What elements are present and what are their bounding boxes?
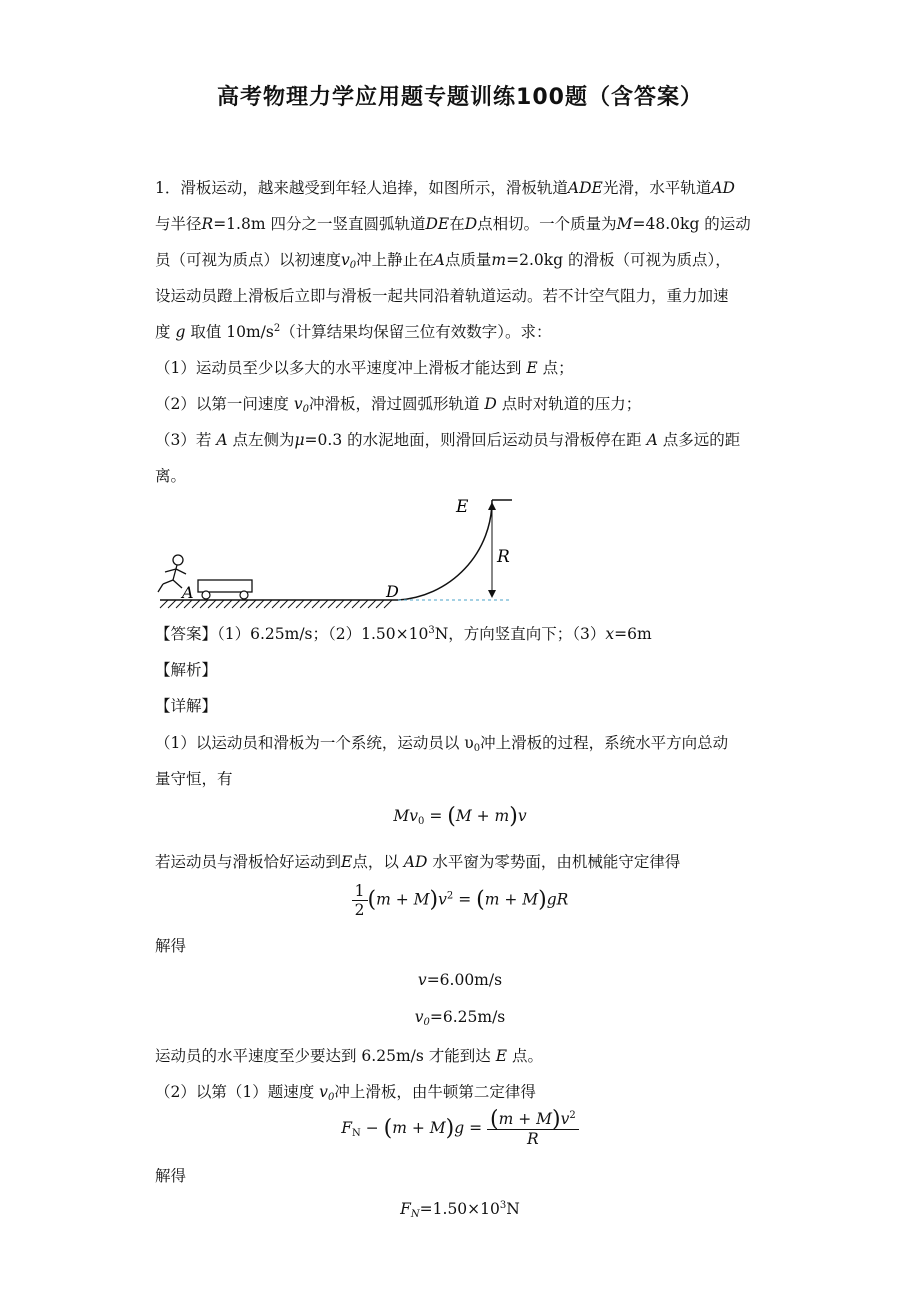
track-diagram — [0, 0, 920, 620]
result-v: v=6.00m/s — [417, 971, 503, 989]
solution-line-3: 若运动员与滑板恰好运动到E点，以 AD 水平窗为零势面，由机械能守定律得 — [155, 853, 681, 871]
problem-line-4: 设运动员蹬上滑板后立即与滑板一起共同沿着轨道运动。若不计空气阻力，重力加速 — [155, 287, 729, 305]
equation-momentum: $Mv_0 = (M + m)v$ — [393, 804, 527, 829]
result-FN: $F_N=1.50\times 10^3N$ — [400, 1200, 520, 1220]
problem-line-2: 与半径R=1.8m 四分之一竖直圆弧轨道DE在D点相切。一个质量为M=48.0kg 的运动 — [155, 215, 751, 233]
skateboard-wheel-right — [240, 591, 248, 599]
label-E: E — [456, 497, 469, 517]
question-3: （3）若 A 点左侧为μ=0.3 的水泥地面，则滑回后运动员与滑板停在距 A 点多远的距 — [155, 431, 741, 449]
problem-line-5: 度 g 取值 $10m/s^2$（计算结果均保留三位有效数字）。求： — [155, 323, 552, 341]
equation-newton: $F_N - (m + M)g$ = $\frac{(m + M)v^2}{R}$ — [0, 1110, 920, 1148]
document-title: 高考物理力学应用题专题训练100题（含答案） — [217, 85, 703, 110]
label-A: A — [182, 583, 194, 602]
problem-line-3: 员（可视为质点）以初速度$v_0$冲上静止在A点质量m=2.0kg 的滑板（可视为质点）， — [155, 251, 731, 271]
label-R: R — [497, 547, 510, 567]
equation-energy: $\frac{1}{2}$ $(m + M)v^2 = (m + M)gR$ — [0, 882, 920, 919]
problem-line-1: 1．滑板运动，越来越受到年轻人追捧，如图所示，滑板轨道ADE光滑，水平轨道AD — [155, 179, 735, 197]
radius-arrowhead-bottom — [488, 590, 496, 598]
skateboard — [198, 580, 252, 592]
analysis-tag: 【解析】 — [155, 661, 218, 679]
detail-tag: 【详解】 — [155, 697, 218, 715]
question-3-cont: 离。 — [155, 467, 187, 485]
solution-line-4: （2）以第（1）题速度 $v_0$冲上滑板，由牛顿第二定律得 — [155, 1083, 536, 1103]
question-2: （2）以第一问速度 $v_0$冲滑板，滑过圆弧形轨道 D 点时对轨道的压力； — [155, 395, 642, 415]
question-1: （1）运动员至少以多大的水平速度冲上滑板才能达到 E 点； — [155, 359, 574, 377]
ground-hatch — [160, 600, 392, 608]
solve-label-1: 解得 — [155, 937, 187, 955]
arc-track — [398, 500, 492, 600]
answer-line: 【答案】（1）6.25m/s；$(2)1.50\times 10^3N$，方向竖直向下；（3）x=6m — [155, 625, 652, 643]
solution-line-2: 量守恒，有 — [155, 770, 233, 788]
solve-label-2: 解得 — [155, 1167, 187, 1185]
solution-line-1: （1）以运动员和滑板为一个系统，运动员以 $\upsilon_0$冲上滑板的过程，系统水平方向总动 — [155, 734, 729, 754]
label-D: D — [386, 582, 399, 601]
result-v0: $v_0=6.25m/s$ — [414, 1008, 506, 1028]
radius-arrowhead-top — [488, 502, 496, 510]
conclusion-1: 运动员的水平速度至少要达到 6.25m/s 才能到达 E 点。 — [155, 1047, 543, 1065]
skateboard-wheel-left — [202, 591, 210, 599]
